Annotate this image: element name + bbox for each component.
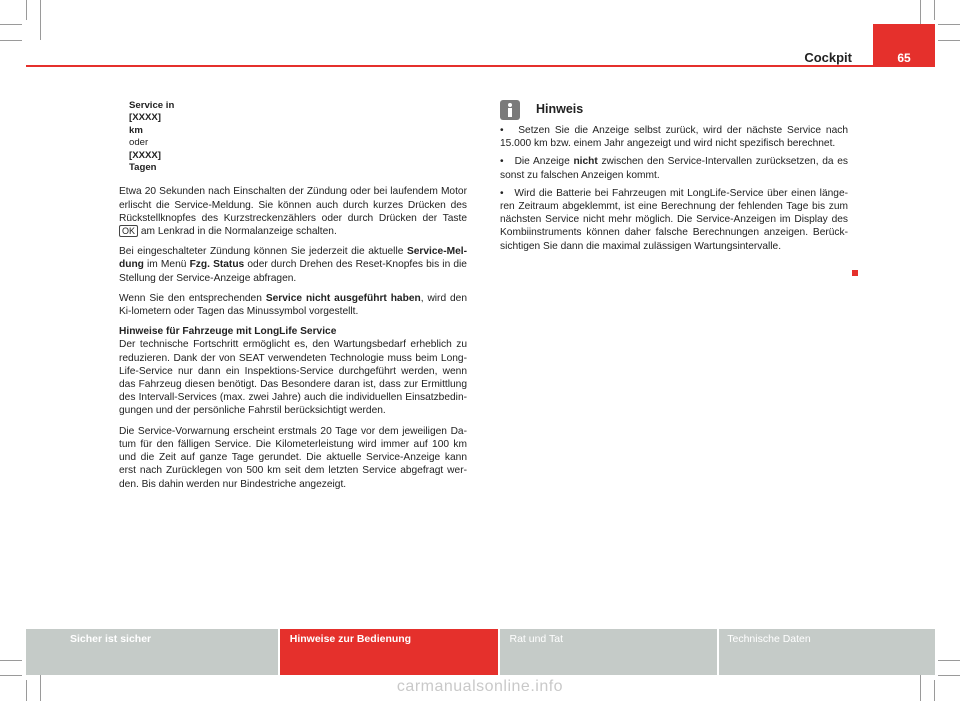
display-line: Tagen [129, 162, 157, 174]
page-number-box [873, 24, 935, 67]
header-rule [26, 65, 935, 67]
crop-mark [934, 0, 935, 20]
bullet-text: Setzen Sie die Anzeige selbst zurück, wird der nächste Service nach 15.000 km bzw. einem Jahr angezeigt und wird nicht spezifisch berechnet. [500, 125, 848, 150]
crop-mark [0, 675, 22, 676]
footer-tab-rat-und-tat[interactable]: Rat und Tat [500, 629, 718, 675]
paragraph [119, 292, 467, 318]
menu-name: Fzg. Status [189, 259, 245, 271]
page-number: 65 [897, 51, 911, 65]
bullet-text: Die Anzeige [514, 156, 570, 168]
paragraph: Die Service-Vorwarnung erscheint erstmals 20 Tage vor dem jeweiligen Da-tum für den fälligen Service. Die Kilometerleistung wird immer auf 100 km und die Zeit auf ganze Tage gerundet. Die aktuelle Service-Anzeige kann erst nach Zurücklegen von 500 km seit dem letzten Service abgefragt wer-den. Bis dahin werden nur Bindestriche angezeigt. [119, 425, 467, 490]
emphasis: nicht [573, 156, 598, 168]
section-title: Cockpit [804, 50, 852, 65]
note-box [500, 100, 848, 258]
footer-tab-bedienung[interactable]: Hinweise zur Bedienung [280, 629, 498, 675]
watermark: carmanualsonline.info [396, 678, 564, 695]
display-line: [XXXX] [129, 149, 161, 161]
info-icon [500, 100, 520, 120]
emphasis: Service-Mel-dung [119, 246, 467, 271]
section-end-marker [852, 270, 858, 276]
paragraph: Der technische Fortschritt ermöglicht es, den Wartungsbedarf erheblich zu reduzieren. Dank der von SEAT verwendeten Technologie muss beim Long-Life-Service nur dann ein Inspektions-Service durchgeführt werden, wenn das Fahrzeug diesen benötigt. Das Besondere daran ist, dass zur Ermittlung des Intervall-Services (max. zwei Jahre) auch die individuellen Einsatzbedin-gungen und der persönliche Fahrstil berücksichtigt werden. [119, 339, 467, 417]
left-column [119, 100, 467, 498]
paragraph-text: im Menü [147, 259, 187, 271]
crop-mark [40, 0, 41, 40]
crop-mark [938, 24, 960, 25]
display-line: [XXXX] [129, 112, 161, 124]
crop-mark [0, 660, 22, 661]
paragraph-text: Bei eingeschalteter Zündung können Sie jederzeit die aktuelle [119, 246, 404, 258]
display-line: Service in [129, 100, 175, 111]
note-header [500, 100, 848, 120]
display-line: km [129, 124, 143, 136]
crop-mark [0, 24, 22, 25]
paragraph-text: , wird den Ki-lometern oder Tagen das Minussymbol vorgestellt. [119, 292, 468, 318]
footer-tab-technische-daten[interactable]: Technische Daten [719, 629, 935, 675]
paragraph-text: oder durch Drehen des Reset-Knopfes bis in die Stellung der Service-Anzeige abfragen. [119, 259, 467, 284]
paragraph-text: Etwa 20 Sekunden nach Einschalten der Zündung oder bei laufendem Motor erlischt die Service-Meldung. Sie können auch durch kurzes Drücken des Rückstellknopfes des Kurzstreckenzählers oder durch Drücken der Taste [119, 186, 467, 224]
note-bullet: • Setzen Sie die Anzeige selbst zurück, wird der nächste Service nach 15.000 km bzw. einem Jahr angezeigt und wird nicht spezifisch berechnet. [500, 125, 848, 150]
footer-tab-sicher[interactable]: Sicher ist sicher [26, 629, 278, 675]
paragraph-text: Wenn Sie den entsprechenden [119, 292, 262, 304]
paragraph [119, 185, 467, 238]
crop-mark [26, 0, 27, 20]
note-bullet: • Die Anzeige nicht zwischen den Service-Intervallen zurücksetzen, da es sonst zu falschen Anzeigen kommt. [500, 156, 848, 181]
paragraph-text: am Lenkrad in die Normalanzeige schalten. [140, 226, 337, 238]
crop-mark [938, 675, 960, 676]
crop-mark [0, 40, 22, 41]
note-bullet: • Wird die Batterie bei Fahrzeugen mit LongLife-Service über einen länge-ren Zeitraum abgeklemmt, ist eine Berechnung der fehlenden Tage bis zum nächsten Service nicht mehr möglich. Die Service-Anzeigen im Display des Kombiinstruments können daher falsche Berechnungen anzeigen. Berück-sichtigen Sie dann die maximal zulässigen Wartungsintervalle. [500, 187, 848, 252]
emphasis: Service nicht ausgeführt haben [265, 292, 421, 304]
note-title: Hinweis [536, 102, 584, 117]
display-example [129, 100, 467, 174]
ok-key-symbol: OK [119, 225, 138, 237]
bullet-text: zwischen den Service-Intervallen zurücksetzen, da es sonst zu falschen Anzeigen kommt. [500, 156, 848, 181]
paragraph [119, 245, 467, 285]
footer-nav [26, 629, 935, 675]
bullet-text: Wird die Batterie bei Fahrzeugen mit LongLife-Service über einen länge-ren Zeitraum abgeklemmt, ist eine Berechnung der fehlenden Tage bis zum nächsten Service nicht mehr möglich. Die Service-Anzeigen im Display des Kombiinstruments können daher falsche Berechnungen anzeigen. Berück-sichtigen Sie dann die maximal zulässigen Wartungsintervalle. [500, 187, 848, 252]
crop-mark [938, 40, 960, 41]
display-line: oder [129, 137, 149, 149]
subheading: Hinweise für Fahrzeuge mit LongLife Service [119, 326, 337, 338]
crop-mark [938, 660, 960, 661]
